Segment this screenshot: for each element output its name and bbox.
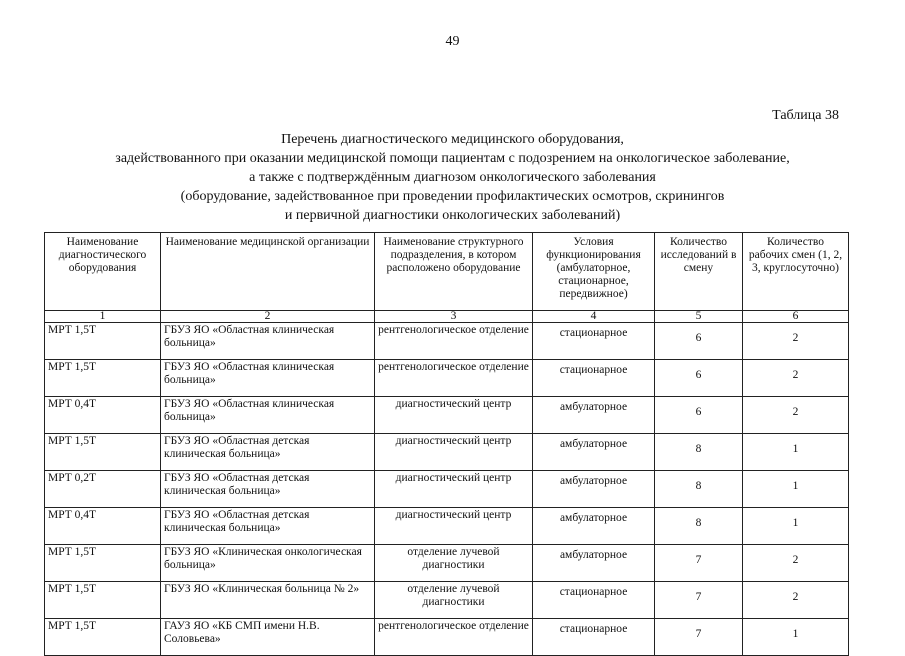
equipment-cell: МРТ 1,5Т (45, 323, 161, 360)
page-number: 49 (445, 34, 460, 49)
title-line: задействованного при оказании медицинской помощи пациентам с подозрением на онкологическое заболевание, (115, 151, 790, 166)
exams-count-cell: 8 (655, 508, 743, 545)
shifts-cell: 2 (743, 397, 849, 434)
department-cell: диагностический центр (375, 397, 533, 434)
table-row (45, 582, 849, 619)
exams-count-cell: 8 (655, 471, 743, 508)
department-cell: отделение лучевой диагностики (375, 545, 533, 582)
table-row (45, 545, 849, 582)
table-row (45, 360, 849, 397)
equipment-cell: МРТ 0,4Т (45, 397, 161, 434)
shifts-cell: 1 (743, 619, 849, 656)
equipment-cell: МРТ 0,2Т (45, 471, 161, 508)
equipment-cell: МРТ 1,5Т (45, 619, 161, 656)
table-header-row (45, 233, 849, 311)
organization-cell: ГБУЗ ЯО «Областная клиническая больница» (161, 323, 375, 360)
organization-cell: ГБУЗ ЯО «Областная детская клиническая больница» (161, 508, 375, 545)
department-cell: диагностический центр (375, 471, 533, 508)
title-line: а также с подтверждённым диагнозом онкологического заболевания (249, 170, 656, 185)
column-header: Количество исследований в смену (655, 233, 743, 311)
organization-cell: ГБУЗ ЯО «Областная клиническая больница» (161, 397, 375, 434)
conditions-cell: амбулаторное (533, 508, 655, 545)
department-cell: рентгенологическое отделение (375, 360, 533, 397)
column-number: 2 (161, 311, 375, 323)
table-title (0, 130, 905, 225)
table-row (45, 619, 849, 656)
conditions-cell: стационарное (533, 360, 655, 397)
conditions-cell: стационарное (533, 619, 655, 656)
column-number: 3 (375, 311, 533, 323)
table-row (45, 471, 849, 508)
organization-cell: ГБУЗ ЯО «Областная клиническая больница» (161, 360, 375, 397)
shifts-cell: 1 (743, 434, 849, 471)
title-line: Перечень диагностического медицинского оборудования, (281, 132, 624, 147)
organization-cell: ГБУЗ ЯО «Областная детская клиническая больница» (161, 434, 375, 471)
title-line: и первичной диагностики онкологических заболеваний) (284, 208, 621, 223)
conditions-cell: стационарное (533, 323, 655, 360)
shifts-cell: 1 (743, 508, 849, 545)
shifts-cell: 1 (743, 471, 849, 508)
table-row (45, 397, 849, 434)
department-cell: рентгенологическое отделение (375, 619, 533, 656)
column-number: 4 (533, 311, 655, 323)
exams-count-cell: 6 (655, 360, 743, 397)
equipment-cell: МРТ 1,5Т (45, 434, 161, 471)
equipment-cell: МРТ 1,5Т (45, 360, 161, 397)
column-number: 5 (655, 311, 743, 323)
column-number-row (45, 311, 849, 323)
column-header: Условия функционирования (амбулаторное, стационарное, передвижное) (533, 233, 655, 311)
equipment-cell: МРТ 0,4Т (45, 508, 161, 545)
department-cell: рентгенологическое отделение (375, 323, 533, 360)
column-header: Количество рабочих смен (1, 2, 3, круглосуточно) (743, 233, 849, 311)
exams-count-cell: 6 (655, 397, 743, 434)
shifts-cell: 2 (743, 323, 849, 360)
shifts-cell: 2 (743, 360, 849, 397)
organization-cell: ГБУЗ ЯО «Клиническая больница № 2» (161, 582, 375, 619)
shifts-cell: 2 (743, 582, 849, 619)
column-header: Наименование медицинской организации (161, 233, 375, 311)
table-row (45, 508, 849, 545)
organization-cell: ГБУЗ ЯО «Областная детская клиническая больница» (161, 471, 375, 508)
exams-count-cell: 8 (655, 434, 743, 471)
title-line: (оборудование, задействованное при проведении профилактических осмотров, скринингов (180, 189, 725, 204)
conditions-cell: амбулаторное (533, 545, 655, 582)
table-row (45, 434, 849, 471)
column-number: 1 (45, 311, 161, 323)
exams-count-cell: 6 (655, 323, 743, 360)
organization-cell: ГБУЗ ЯО «Клиническая онкологическая больница» (161, 545, 375, 582)
exams-count-cell: 7 (655, 545, 743, 582)
conditions-cell: амбулаторное (533, 434, 655, 471)
conditions-cell: амбулаторное (533, 471, 655, 508)
department-cell: отделение лучевой диагностики (375, 582, 533, 619)
table-label: Таблица 38 (772, 108, 839, 123)
equipment-cell: МРТ 1,5Т (45, 582, 161, 619)
table-row (45, 323, 849, 360)
conditions-cell: стационарное (533, 582, 655, 619)
department-cell: диагностический центр (375, 508, 533, 545)
exams-count-cell: 7 (655, 582, 743, 619)
column-number: 6 (743, 311, 849, 323)
department-cell: диагностический центр (375, 434, 533, 471)
equipment-cell: МРТ 1,5Т (45, 545, 161, 582)
shifts-cell: 2 (743, 545, 849, 582)
organization-cell: ГАУЗ ЯО «КБ СМП имени Н.В. Соловьева» (161, 619, 375, 656)
column-header: Наименование диагностического оборудования (45, 233, 161, 311)
equipment-table (44, 232, 849, 656)
conditions-cell: амбулаторное (533, 397, 655, 434)
column-header: Наименование структурного подразделения, в котором расположено оборудование (375, 233, 533, 311)
exams-count-cell: 7 (655, 619, 743, 656)
